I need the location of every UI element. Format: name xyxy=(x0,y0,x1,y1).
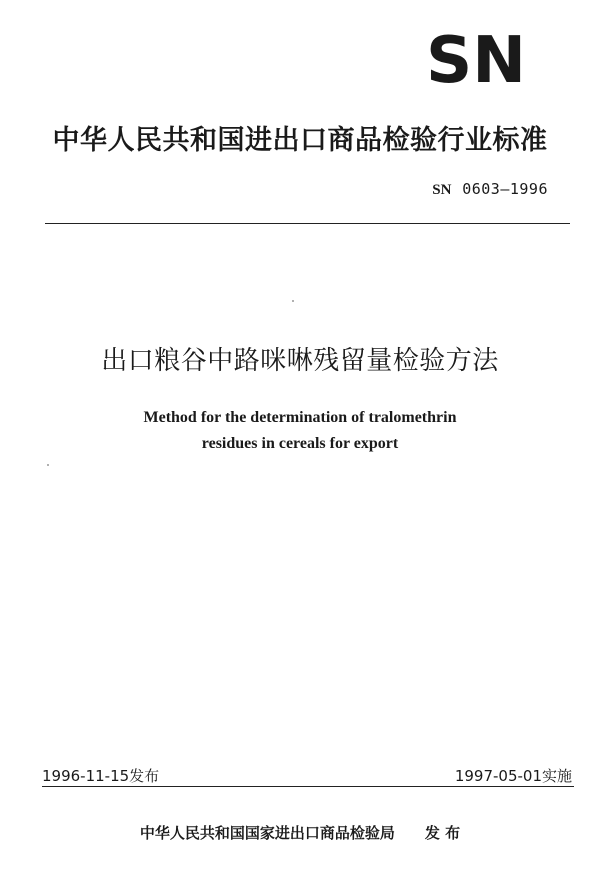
document-title-en xyxy=(0,405,600,457)
issuing-authority: 中华人民共和国国家进出口商品检验局 发 布 xyxy=(139,824,461,842)
sn-logo-mark xyxy=(424,30,528,88)
implementation-date: 1997-05-01实施 xyxy=(454,767,572,785)
logo-text: SN xyxy=(426,30,526,88)
header-divider xyxy=(45,223,570,224)
industry-standard-title: 中华人民共和国进出口商品检验行业标准 xyxy=(52,125,548,156)
scan-speck xyxy=(47,464,49,466)
document-title-en-line1: Method for the determination of tralomethrin xyxy=(143,409,457,426)
standard-number: 0603—1996 xyxy=(462,180,548,198)
scan-speck xyxy=(292,300,294,302)
standard-code xyxy=(432,180,548,199)
document-title-cn: 出口粮谷中路咪啉残留量检验方法 xyxy=(101,346,499,376)
sn-logo xyxy=(424,30,528,88)
footer-divider xyxy=(42,786,574,787)
document-title-en-line2: residues in cereals for export xyxy=(201,435,399,452)
standard-prefix: SN xyxy=(432,182,452,198)
issue-date: 1996-11-15发布 xyxy=(42,767,160,785)
